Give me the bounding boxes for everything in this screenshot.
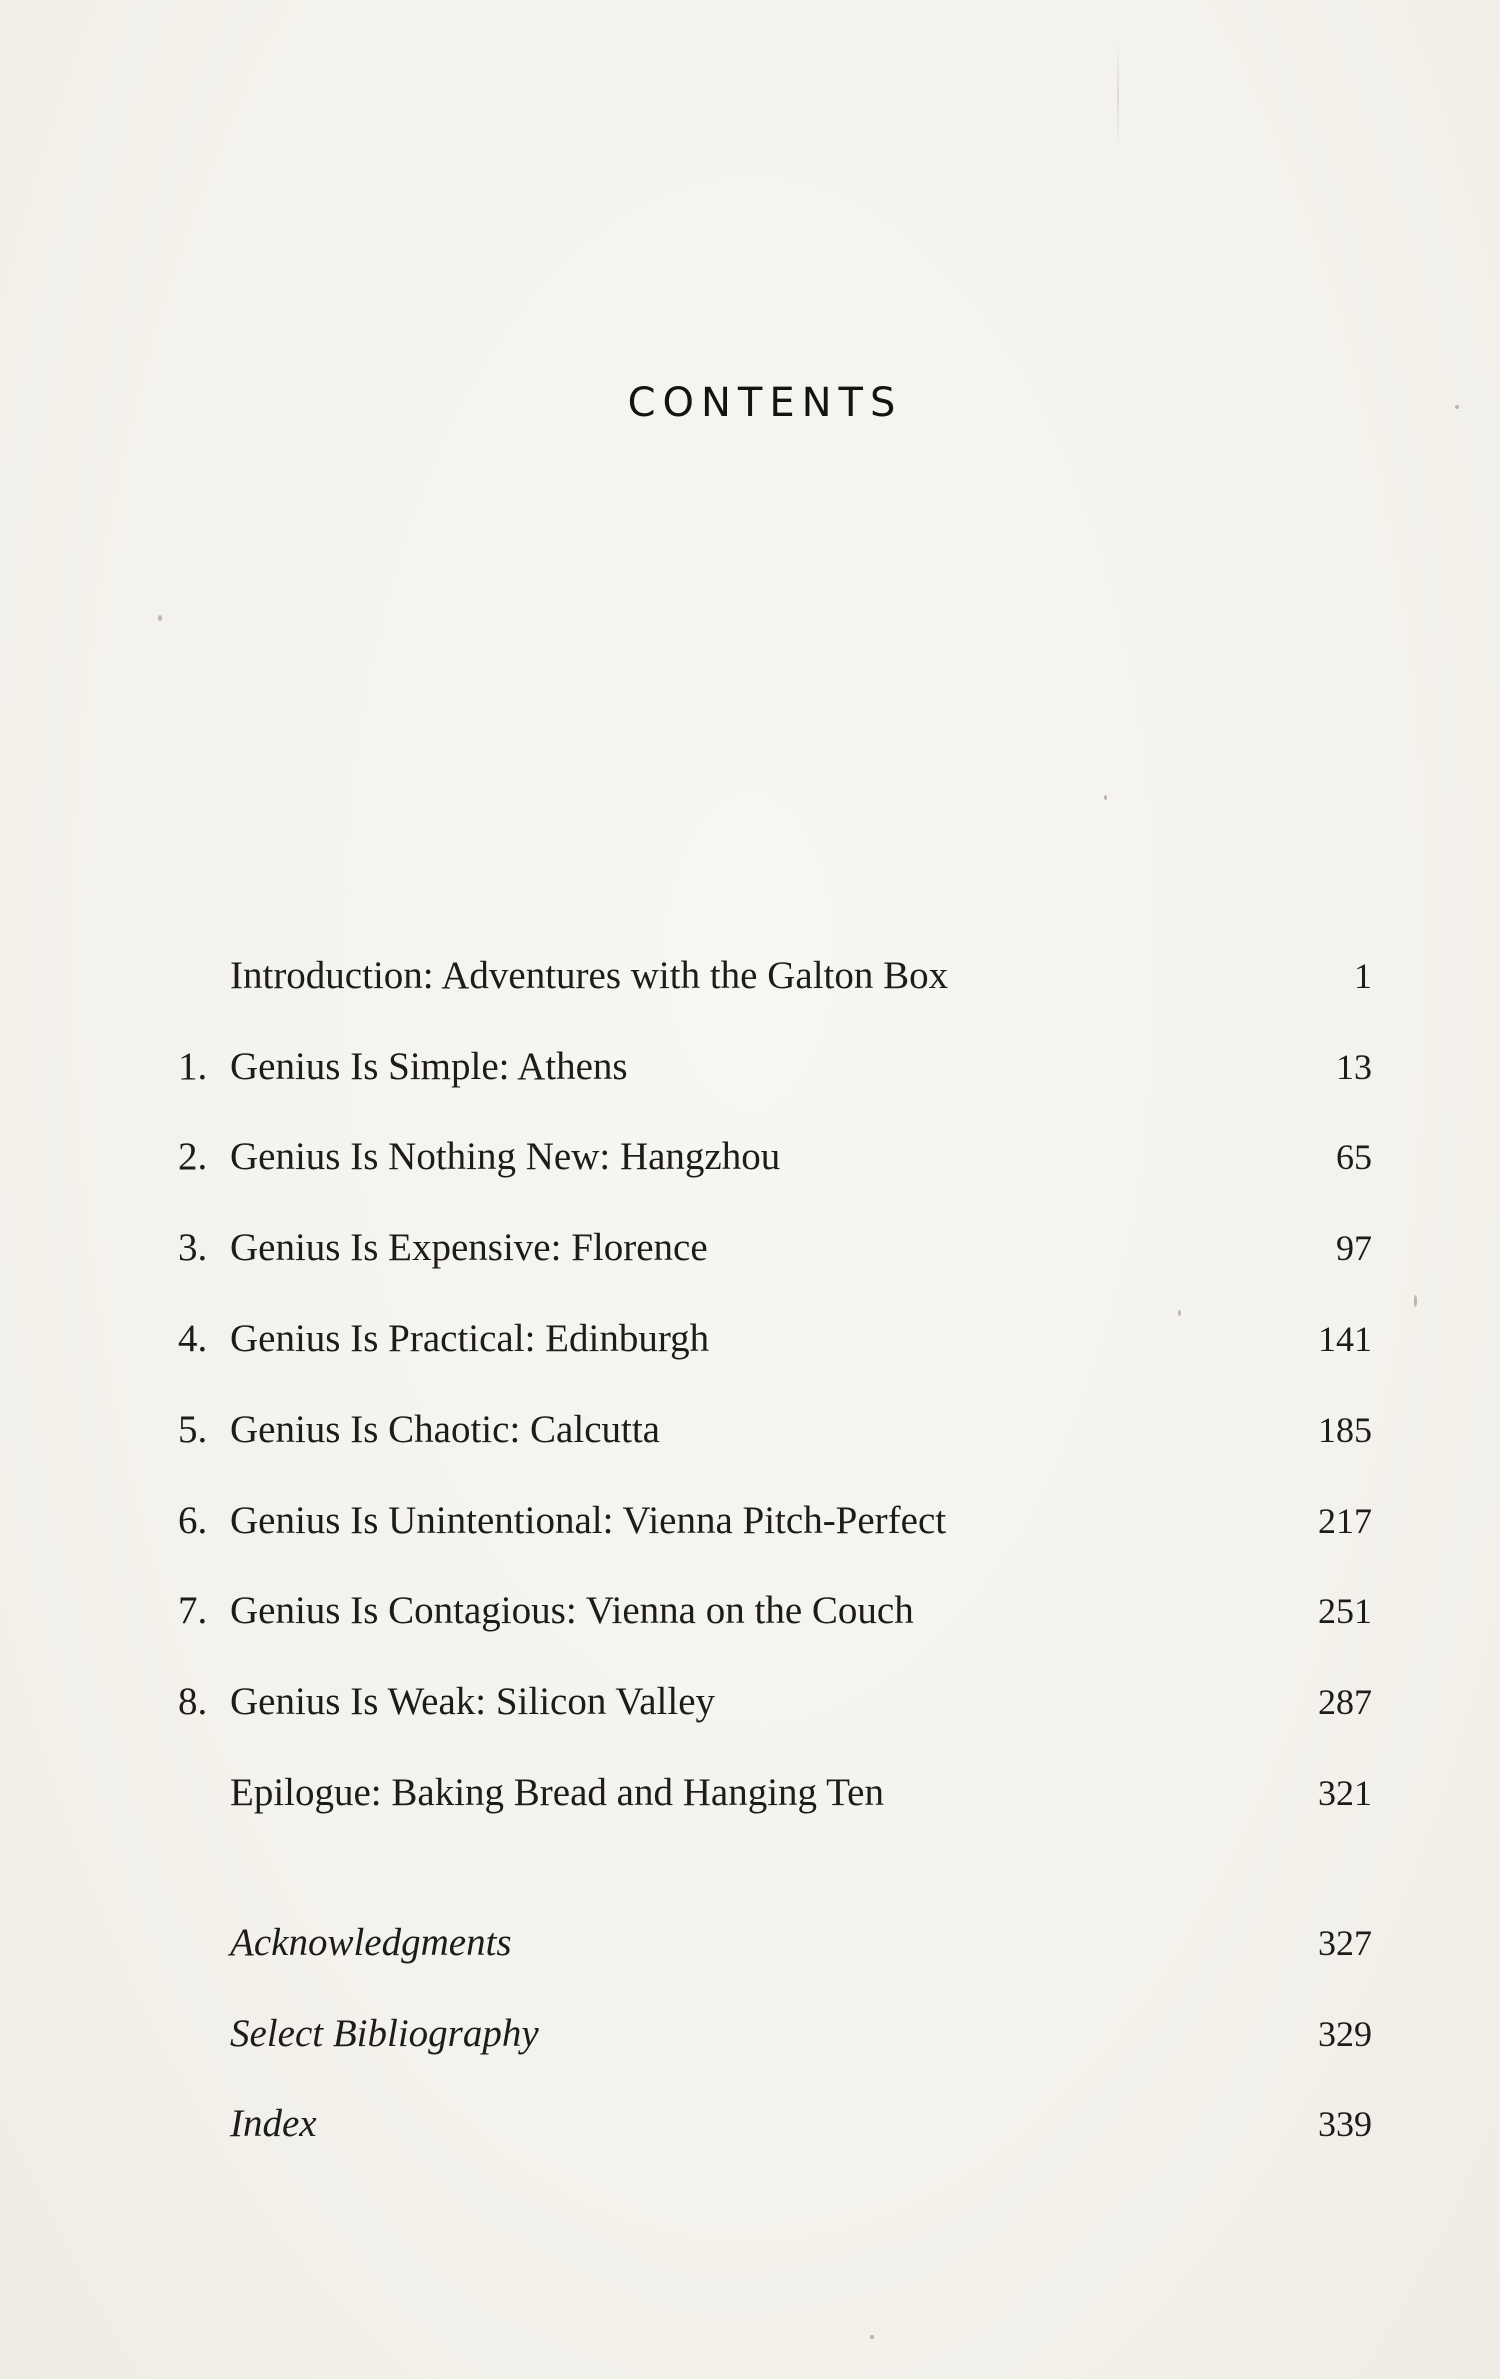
toc-entry-page: 327 [1318,1923,1372,1963]
toc-entry-title: Genius Is Simple: Athens [230,1045,628,1088]
toc-entry-introduction[interactable] [0,946,1500,1006]
toc-entry-number: 6. [178,1499,208,1542]
toc-entry-title: Genius Is Practical: Edinburgh [230,1317,710,1360]
toc-entry-chapter-8[interactable] [0,1672,1500,1732]
toc-entry-chapter-4[interactable] [0,1309,1500,1369]
toc-entry-title: Genius Is Chaotic: Calcutta [230,1408,660,1451]
toc-entry-title: Genius Is Nothing New: Hangzhou [230,1135,781,1178]
toc-entry-page: 329 [1318,2014,1372,2054]
toc-entry-page: 185 [1318,1410,1372,1450]
toc-entry-number: 5. [178,1408,208,1451]
toc-entry-page: 287 [1318,1682,1372,1722]
toc-entry-number: 2. [178,1135,208,1178]
page-title: CONTENTS [627,380,903,426]
toc-entry-chapter-2[interactable] [0,1127,1500,1187]
toc-entry-number: 8. [178,1680,208,1723]
toc-entry-number: 3. [178,1226,208,1269]
toc-entry-title: Genius Is Contagious: Vienna on the Couch [230,1589,914,1632]
toc-entry-chapter-1[interactable] [0,1037,1500,1097]
toc-entry-chapter-3[interactable] [0,1218,1500,1278]
toc-entry-select-bibliography[interactable] [0,2004,1500,2064]
toc-entry-page: 1 [1354,956,1372,996]
toc-entry-page: 141 [1318,1319,1372,1359]
toc-entry-page: 339 [1318,2104,1372,2144]
toc-entry-epilogue[interactable] [0,1763,1500,1823]
toc-entry-page: 251 [1318,1591,1372,1631]
toc-entry-chapter-6[interactable] [0,1491,1500,1551]
toc-entry-title: Genius Is Weak: Silicon Valley [230,1680,716,1723]
toc-entry-page: 65 [1336,1137,1372,1177]
toc-entry-index[interactable] [0,2094,1500,2154]
toc-entry-page: 13 [1336,1047,1372,1087]
toc-entry-chapter-7[interactable] [0,1581,1500,1641]
toc-entry-title: Select Bibliography [230,2012,539,2055]
toc-entry-page: 321 [1318,1773,1372,1813]
toc-entry-title: Epilogue: Baking Bread and Hanging Ten [230,1771,884,1814]
toc-entry-chapter-5[interactable] [0,1400,1500,1460]
toc-entry-number: 7. [178,1589,208,1632]
toc-entry-title: Index [230,2102,317,2145]
toc-entry-title: Introduction: Adventures with the Galton Box [230,954,949,997]
toc-entry-page: 217 [1318,1501,1372,1541]
toc-entry-title: Acknowledgments [230,1921,512,1964]
toc-entry-acknowledgments[interactable] [0,1913,1500,1973]
toc-entry-page: 97 [1336,1228,1372,1268]
toc-entry-number: 4. [178,1317,208,1360]
toc-entry-number: 1. [178,1045,208,1088]
toc-entry-title: Genius Is Expensive: Florence [230,1226,708,1269]
toc-entry-title: Genius Is Unintentional: Vienna Pitch-Perfect [230,1499,947,1542]
